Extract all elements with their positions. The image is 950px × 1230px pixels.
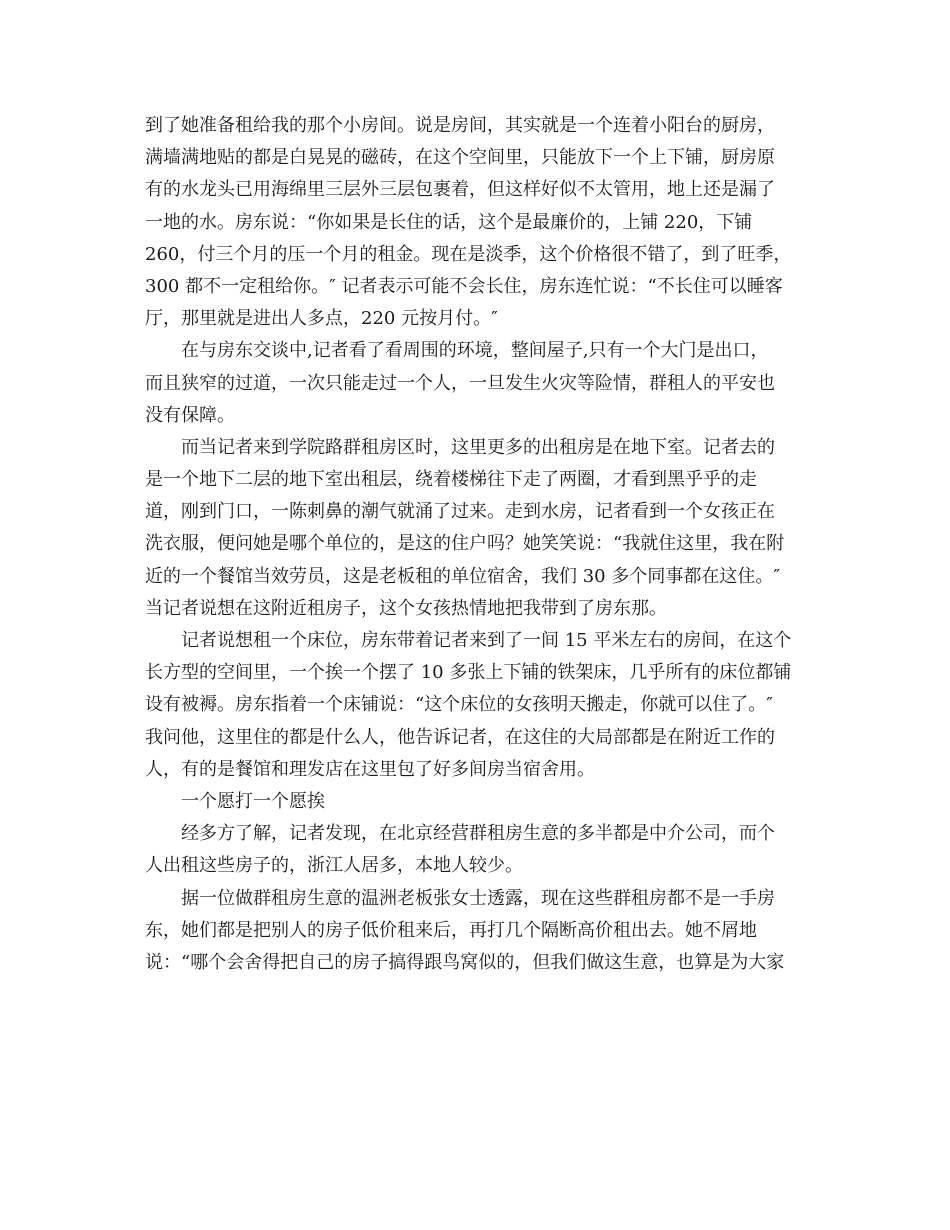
text-line: 记者说想租一个床位，房东带着记者来到了一间 15 平米左右的房间，在这个 <box>181 630 792 651</box>
document-body <box>145 110 805 979</box>
text-line: 据一位做群租房生意的温洲老板张女士透露，现在这些群租房都不是一手房 <box>181 887 775 909</box>
text-line: 满墙满地贴的都是白晃晃的磁砖，在这个空间里，只能放下一个上下铺，厨房原 <box>145 147 775 169</box>
text-line: 当记者说想在这附近租房子，这个女孩热情地把我带到了房东那。 <box>145 597 667 619</box>
text-line: 经多方了解，记者发现，在北京经营群租房生意的多半都是中介公司，而个 <box>181 823 775 845</box>
text-line: 我问他，这里住的都是什么人，他告诉记者，在这住的大局部都是在附近工作的 <box>145 726 775 748</box>
text-line: 长方型的空间里，一个挨一个摆了 10 多张上下铺的铁架床，几乎所有的床位都铺 <box>145 662 792 684</box>
text-line: 说：“哪个会舍得把自己的房子搞得跟鸟窝似的，但我们做这生意，也算是为大家 <box>145 951 785 973</box>
text-line: 而且狭窄的过道，一次只能走过一个人，一旦发生火灾等险情，群租人的平安也 <box>145 372 775 394</box>
text-line: 近的一个餐馆当效劳员，这是老板租的单位宿舍，我们 30 多个同事都在这住。″ <box>145 565 781 587</box>
text-line: 没有保障。 <box>145 404 235 426</box>
text-line: 是一个地下二层的地下室出租层，绕着楼梯往下走了两圈，才看到黑乎乎的走 <box>145 469 757 491</box>
text-line: 260，付三个月的压一个月的租金。现在是淡季，这个价格很不错了，到了旺季， <box>145 243 792 265</box>
text-line: 一个愿打一个愿挨 <box>181 790 325 812</box>
text-line: 道，刚到门口，一陈刺鼻的潮气就涌了过来。走到水房，记者看到一个女孩正在 <box>145 501 775 523</box>
text-line: 300 都不一定租给你。″ 记者表示可能不会长住，房东连忙说：“不长住可以睡客 <box>145 275 783 297</box>
text-line: 人，有的是餐馆和理发店在这里包了好多间房当宿舍用。 <box>145 758 595 780</box>
text-line: 有的水龙头已用海绵里三层外三层包裹着，但这样好似不太管用，地上还是漏了 <box>145 179 775 201</box>
text-line: 厅，那里就是进出人多点，220 元按月付。″ <box>145 308 498 330</box>
text-line: 到了她准备租给我的那个小房间。说是房间，其实就是一个连着小阳台的厨房， <box>145 115 775 136</box>
text-line: 在与房东交谈中,记者看了看周围的环境，整间屋子,只有一个大门是出口， <box>181 340 769 362</box>
text-line: 洗衣服，便问她是哪个单位的，是这的住户吗？她笑笑说：“我就住这里，我在附 <box>145 533 785 555</box>
text-line: 人出租这些房子的，浙江人居多，本地人较少。 <box>145 855 523 877</box>
text-line: 一地的水。房东说：“你如果是长住的话，这个是最廉价的，上铺 220，下铺 <box>145 211 753 233</box>
text-line: 而当记者来到学院路群租房区时，这里更多的出租房是在地下室。记者去的 <box>181 436 775 458</box>
text-line: 设有被褥。房东指着一个床铺说：“这个床位的女孩明天搬走，你就可以住了。″ <box>145 694 773 716</box>
text-line: 东，她们都是把别人的房子低价租来后，再打几个隔断高价租出去。她不屑地 <box>145 919 757 941</box>
